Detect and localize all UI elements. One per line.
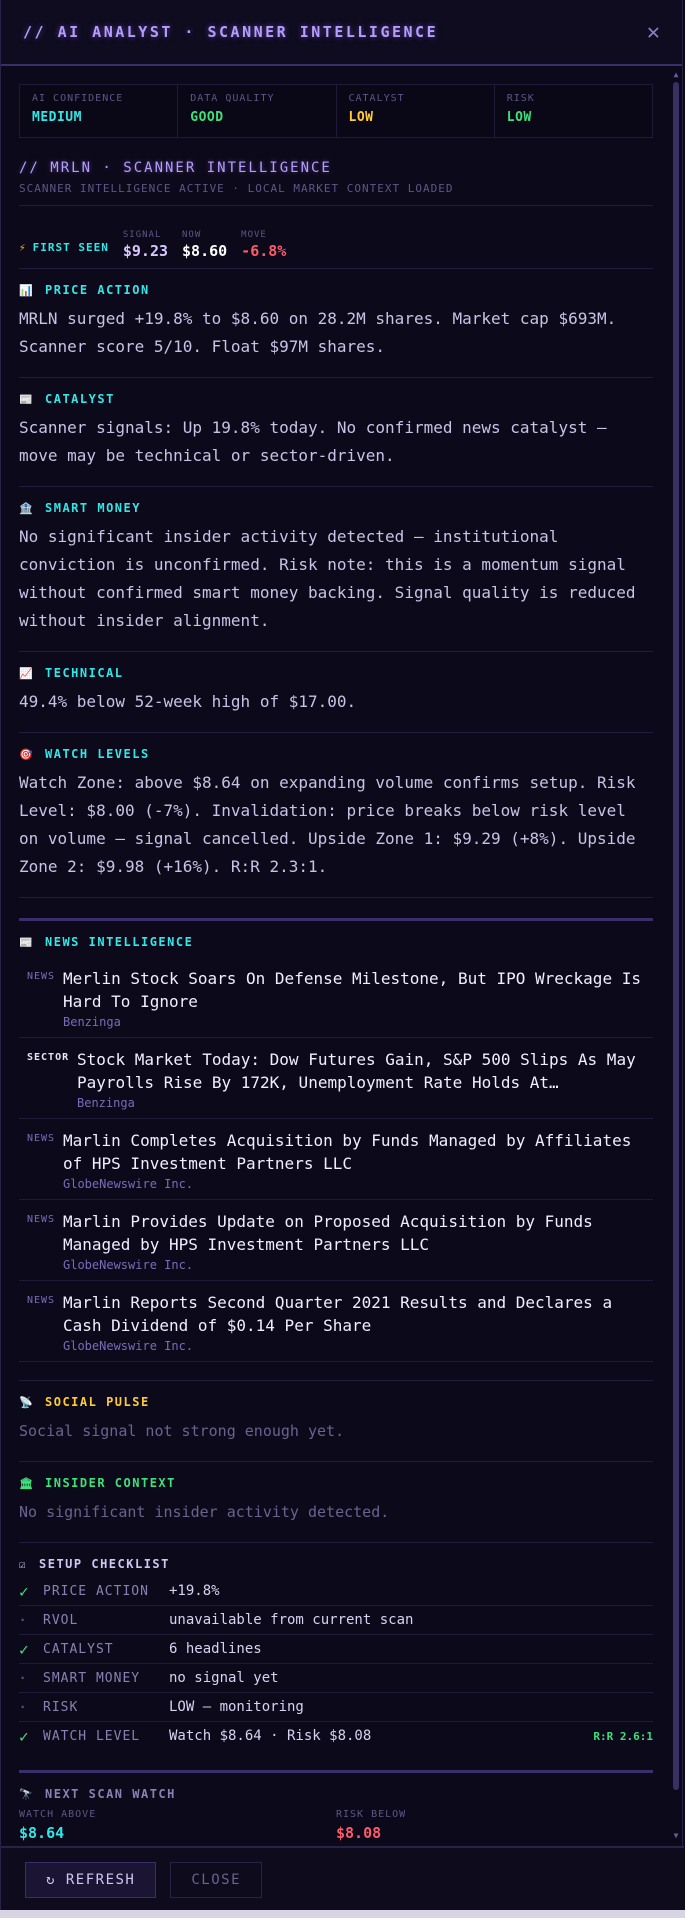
telescope-icon: 🔭	[19, 1788, 35, 1801]
scroll-area[interactable]	[1, 66, 671, 1844]
dot-icon: ·	[19, 1700, 27, 1714]
news-source: GlobeNewswire Inc.	[63, 1339, 194, 1353]
news-tag: SECTOR	[27, 1052, 70, 1063]
section-body: Watch Zone: above $8.64 on expanding volume confirms setup. Risk Level: $8.00 (-7%). Invalidation: price breaks below risk level on volume — signal cancelled. Upside Zone 1: $9.29 (+8%). Upside Zone 2: $9.98 (+16%). R:R 2.3:1.	[19, 773, 636, 876]
building-icon: 🏛	[19, 1477, 35, 1490]
dot-icon: ·	[19, 1613, 27, 1627]
section-watch-levels	[19, 733, 653, 897]
bank-icon: 🏦	[19, 502, 35, 515]
news-tag: NEWS	[27, 1214, 56, 1225]
section-title: 📰 NEWS INTELLIGENCE	[19, 935, 194, 949]
metric-label: RISK	[506, 93, 535, 104]
news-source: Benzinga	[77, 1096, 135, 1110]
trend-icon: 📈	[19, 667, 35, 680]
check-icon: ✓	[19, 1581, 29, 1601]
risk-below: RISK BELOW $8.08	[336, 1809, 407, 1842]
move-percent: MOVE -6.8%	[241, 230, 287, 260]
checkbox-icon: ☑	[19, 1558, 28, 1571]
intel-title: // MRLN · SCANNER INTELLIGENCE	[19, 160, 332, 176]
scroll-down-icon[interactable]: ▼	[673, 1831, 679, 1840]
section-body: 49.4% below 52-week high of $17.00.	[19, 692, 357, 711]
scrollbar[interactable]	[672, 70, 680, 1840]
metric-label: AI CONFIDENCE	[32, 93, 124, 104]
checklist-row: · SMART MONEY no signal yet	[19, 1664, 653, 1693]
section-title: 🎯 WATCH LEVELS	[19, 747, 150, 761]
news-item[interactable]	[19, 1281, 653, 1362]
section-body: No significant insider activity detected — institutional conviction is unconfirmed. Risk note: this is a momentum signal without confirmed smart money backing. Signal quality is reduced without insider alignment.	[19, 527, 636, 630]
check-icon: ✓	[19, 1726, 29, 1746]
window-bottom-edge	[0, 1910, 685, 1918]
news-headline[interactable]: Stock Market Today: Dow Futures Gain, S&P 500 Slips As May Payrolls Rise By 172K, Unemployment Rate Holds At…	[77, 1050, 636, 1092]
check-icon: ✓	[19, 1639, 29, 1659]
section-insider-context	[19, 1462, 653, 1542]
metric-catalyst	[337, 85, 495, 137]
news-headline[interactable]: Merlin Stock Soars On Defense Milestone, But IPO Wreckage Is Hard To Ignore	[63, 969, 641, 1011]
section-body: Social signal not strong enough yet.	[19, 1422, 345, 1440]
news-source: Benzinga	[63, 1015, 121, 1029]
section-price-action	[19, 269, 653, 377]
first-seen-label: ⚡ FIRST SEEN	[19, 241, 109, 254]
metrics-bar	[19, 84, 653, 138]
checklist-row: · RISK LOW — monitoring	[19, 1693, 653, 1722]
checklist-row: · RVOL unavailable from current scan	[19, 1606, 653, 1635]
section-title: 📰 CATALYST	[19, 392, 115, 406]
dot-icon: ·	[19, 1671, 27, 1685]
metric-data-quality	[178, 85, 336, 137]
section-body: MRLN surged +19.8% to $8.60 on 28.2M shares. Market cap $693M. Scanner score 5/10. Float $97M shares.	[19, 309, 617, 356]
panel-title: // AI ANALYST · SCANNER INTELLIGENCE	[23, 23, 439, 41]
now-price: NOW $8.60	[182, 230, 228, 260]
scroll-up-icon[interactable]: ▲	[673, 70, 679, 79]
close-icon[interactable]: ✕	[646, 19, 660, 45]
section-catalyst	[19, 378, 653, 486]
section-technical	[19, 652, 653, 732]
signal-price: SIGNAL $9.23	[122, 230, 169, 260]
section-title: 🏛 INSIDER CONTEXT	[19, 1476, 176, 1490]
newspaper-icon: 📰	[19, 936, 35, 949]
news-item[interactable]	[19, 957, 653, 1038]
divider	[19, 897, 653, 898]
intel-heading	[19, 160, 653, 195]
risk-reward-badge: R:R 2.6:1	[593, 1729, 653, 1743]
news-item[interactable]	[19, 1200, 653, 1281]
next-scan-levels	[19, 1801, 653, 1842]
newspaper-icon: 📰	[19, 393, 35, 406]
news-tag: NEWS	[27, 1295, 56, 1306]
news-headline[interactable]: Marlin Provides Update on Proposed Acquisition by Funds Managed by HPS Investment Partners LLC	[63, 1212, 593, 1254]
metric-value: MEDIUM	[32, 110, 82, 125]
metric-value: LOW	[348, 110, 374, 125]
news-tag: NEWS	[27, 971, 56, 982]
metric-label: DATA QUALITY	[190, 93, 275, 104]
checklist-row: ✓ WATCH LEVEL Watch $8.64 · Risk $8.08 R:R 2.6:1	[19, 1726, 653, 1746]
scrollbar-thumb[interactable]	[673, 82, 679, 1790]
chart-icon: 📊	[19, 284, 35, 297]
target-icon: 🎯	[19, 748, 35, 761]
first-seen-row	[19, 206, 653, 260]
refresh-button[interactable]: ↻ REFRESH	[25, 1862, 156, 1898]
metric-label: CATALYST	[348, 93, 405, 104]
bolt-icon: ⚡	[19, 241, 27, 254]
metric-ai-confidence	[20, 85, 178, 137]
watch-above: WATCH ABOVE $8.64	[19, 1809, 97, 1842]
metric-value: GOOD	[190, 110, 224, 125]
news-item[interactable]	[19, 1038, 653, 1119]
news-tag: NEWS	[27, 1133, 56, 1144]
section-smart-money	[19, 487, 653, 651]
section-news	[19, 921, 653, 1362]
news-source: GlobeNewswire Inc.	[63, 1177, 194, 1191]
section-next-scan	[19, 1773, 653, 1844]
news-headline[interactable]: Marlin Reports Second Quarter 2021 Results and Declares a Cash Dividend of $0.14 Per Share	[63, 1293, 613, 1335]
section-title: 🏦 SMART MONEY	[19, 501, 141, 515]
news-headline[interactable]: Marlin Completes Acquisition by Funds Managed by Affiliates of HPS Investment Partners LLC	[63, 1131, 632, 1173]
section-title: ☑ SETUP CHECKLIST	[19, 1557, 170, 1571]
satellite-icon: 📡	[19, 1396, 35, 1409]
checklist-row: ✓ CATALYST 6 headlines	[19, 1635, 653, 1664]
news-item[interactable]	[19, 1119, 653, 1200]
intel-subtitle: SCANNER INTELLIGENCE ACTIVE · LOCAL MARKET CONTEXT LOADED	[19, 182, 454, 195]
checklist-table	[19, 1577, 653, 1750]
metric-risk	[495, 85, 652, 137]
section-title: 📊 PRICE ACTION	[19, 283, 150, 297]
panel-footer	[1, 1846, 684, 1918]
news-source: GlobeNewswire Inc.	[63, 1258, 194, 1272]
panel-header	[1, 0, 682, 66]
news-list	[19, 957, 653, 1362]
section-title: 📡 SOCIAL PULSE	[19, 1395, 150, 1409]
section-title: 🔭 NEXT SCAN WATCH	[19, 1787, 176, 1801]
section-body: No significant insider activity detected.	[19, 1503, 390, 1521]
metric-value: LOW	[506, 110, 532, 125]
section-social-pulse	[19, 1381, 653, 1461]
section-title: 📈 TECHNICAL	[19, 666, 124, 680]
section-setup-checklist	[19, 1543, 653, 1760]
checklist-row: ✓ PRICE ACTION +19.8%	[19, 1577, 653, 1606]
section-body: Scanner signals: Up 19.8% today. No confirmed news catalyst — move may be technical or sector-driven.	[19, 418, 607, 465]
close-button[interactable]: CLOSE	[170, 1862, 262, 1898]
